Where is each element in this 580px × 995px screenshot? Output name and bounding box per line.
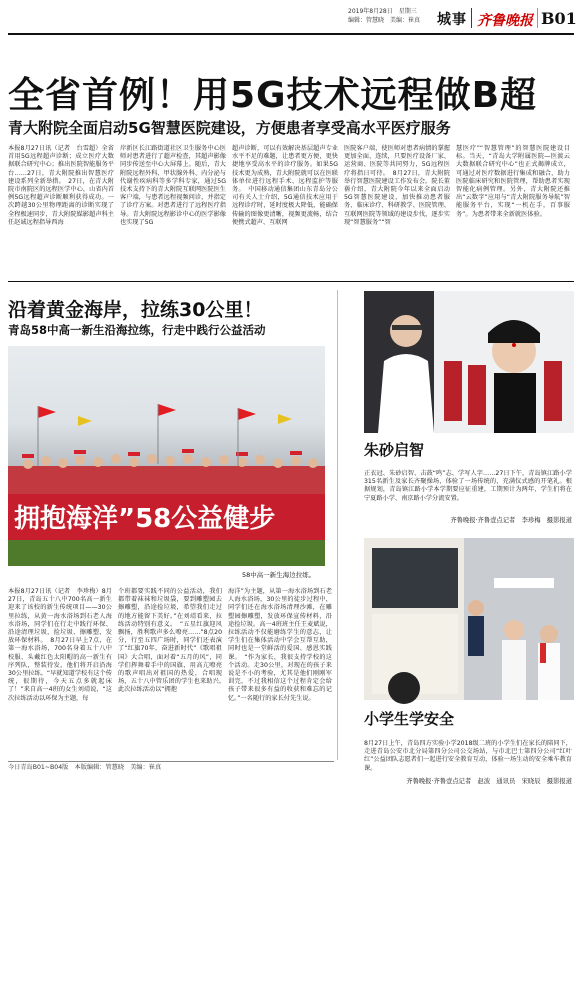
footer-rule	[8, 761, 334, 762]
safety-photo	[364, 538, 574, 700]
feature-headline: 沿着黄金海岸，拉练30公里！	[8, 299, 263, 321]
footer-line: 今日青岛B01~B04版 本版编辑：管慧晓 美编：崔真	[8, 764, 162, 771]
date-line: 2019年8月28日 星期三	[348, 8, 417, 15]
header-divider-2	[537, 8, 538, 28]
feature-subheadline: 青岛58中高一新生沿海拉练，行走中践行公益活动	[8, 323, 266, 337]
zhusha-text: 正衣冠、朱砂启智、击鼓“鸣”志、学写人字……27日下午，青岛镇江路小学315名新生及家长齐聚操场，体验了一场传统的，充满仪式感的开笔礼。根据规划，青岛镇江路小学本学期要应征重建，工期预计为两年，学生们将在宁夏路小学、南京路小学分流安置。	[364, 470, 572, 502]
feature-column-1: 本报8月27日讯（记者 李珍梅）8月27日，青岛五十八中700名高一新生迎来了该校的新生传统项目——30公里拉练，从黄一海水浴场到石老人海水浴场，同学们在行走中践行环保、沿途清理垃圾，捡垃圾、擦雕塑，发放环保材料。 8月27日早上7点，在第一海水浴场，700名身着五十八中校服、头戴红色太阳帽的高一新生有序列队，整装待发，他们将开启沿海30公里拉练。“早就知道学校有这个传统，很期待，今天五点多就起床了！”来自高一4班的女生刘靖说，“这次拉练活动以环保为主题，每	[8, 588, 112, 702]
zhusha-credit: 齐鲁晚报·齐鲁壹点记者 李珍梅 摄影报道	[450, 517, 572, 524]
editor-line: 编辑：管慧晓 美编：崔真	[348, 17, 421, 24]
feature-column-2: 个班都要实践不同的公益活动，我们都带着袜袜和垃圾袋，要到雕塑园去擦雕塑，沿途捡垃圾，希望我们走过的地方能留下美好。”在刘靖看来，拉练活动特别有意义。 “五星红旗迎风飘扬，胜利歌声多么嘹亮……”8点20分，行至五四广场时，同学们还表演了“红旗70年，奋进新时代”《歌唱祖国》大合唱，面对着“五月的风”，同学们挥舞着手中的国旗，用高亢嘹亮的歌声唱出对祖国的热爱，合唱现场，五十八中管乐团的学生也来助兴。 此次拉练活动以“拥抱	[118, 588, 229, 694]
header-rule	[8, 33, 574, 35]
section-title: 城事	[437, 12, 467, 28]
brand-logo: 齐鲁晚报	[477, 13, 533, 29]
banner-text: 拥抱海洋”58公益健步	[14, 504, 276, 534]
lead-bottom-rule	[8, 281, 574, 282]
lead-column-3: 超声诊断，可以有效解决基层超声专业水平不足的难题，让患者更方便，更快捷地享受高水平的诊疗服务。如果5G技术更为成熟，青大附院就可以在医联体单位进行远程手术、远程监护等服务。 中国移动通信集团山东青岛分公司有关人士介绍，5G通信技术应用于远程诊疗时，延时度极大降低，能确保传输的图像更清晰，视频更流畅，结合便携式超声、互联网	[232, 145, 338, 226]
safety-credit: 齐鲁晚报·齐鲁壹点记者 赵波 通讯员 宋晓辰 摄影报道	[406, 778, 572, 785]
zhusha-photo-drawing	[364, 291, 574, 433]
zhusha-photo	[364, 291, 574, 433]
lead-column-2: 岸新区长江路街道社区卫生服务中心医师对患者进行了超声检查，其超声影像同步传送至中心大屏幕上。随后，青大附院远程外科、甲状腺外科、内分泌与代谢性疾病科等多学科专家，通过5G技术支持下的青大附院互联网医院医生客户端，与患者远程视频问诊，并指定了诊疗方案。对患者进行了远程医疗指导。青大附院远程影诊中心的医学影像也实现了5G	[120, 145, 226, 226]
lead-column-4: 医院客户端，使医师对患者病情的掌握更加全面、连续，只要医疗设备厂家、运营商、医院等共同努力，5G远程医疗将指日可待。 8月27日，青大附院举行智慧医院建设工作发布会。院长董蒨介绍，青大附院今年以来全面启动5G智慧医院建设，加快推动患者服务、临床诊疗、科研教学、医院管理、互联网医院等领域的建设步伐，逐步实现“智慧服务”“智	[344, 145, 450, 226]
lead-column-1: 本报8月27日讯（记者 台雪超）全省首用5G远程超声诊断；成立医疗大数据联合研究中心；推出医院智能服务平台……27日，青大附院推出智慧医疗建设系列全新举措。 27日，在青大附院市南院区的远程医学中心，山省内首例5G远程超声诊断顺利获得成功。一次跨越30公里物理距离的诊断实现了全程极速同步，青大附院媒影超声科主任赵诚远程指导西海	[8, 145, 114, 226]
hike-photo-caption: 58中高一新生海边拉练。	[242, 571, 316, 579]
lead-headline: 全省首例！用5G技术远程做B超	[8, 75, 538, 116]
page-number: B01	[541, 9, 577, 28]
hike-photo	[8, 346, 325, 566]
lead-column-5: 慧医疗”“智慧管理”的智慧医院建设目标。当天，“青岛大学附属医院—医渡云大数据联合研究中心”也正式揭牌成立，可通过对医疗数据进行集成和融合，助力医院临床研究和医院管理，帮助患者实现智能化病例管理。另外，青大附院还推出“云数字”应用与“青大附院服务导航”智能服务平台，实现“一机在手，百事服务”。为患者带来全新就医体验。	[456, 145, 570, 218]
safety-photo-drawing	[364, 538, 574, 700]
safety-text: 8月27日上午，青岛四方实验小学2018级二班的小学生们在家长的陪同下，走进青岛公安市北分局第四分公司公交场站，与市北巴士第四分公司“红叶红”公益团队志愿者们一起进行安全教育互动，体验一场生动的安全乘车教育课。	[364, 740, 572, 772]
zhusha-headline: 朱砂启智	[364, 441, 425, 459]
safety-headline: 小学生学安全	[364, 710, 455, 728]
hike-photo-drawing	[8, 346, 325, 566]
feature-column-3: 海洋”为主题，从第一海水浴场到石老人海水浴场，30公里的徒步过程中，同学们还在海水浴场清理沙滩，在雕塑园擦雕塑，发放环保宣传材料，沿途捡垃圾。高一4班班主任王麦斌说，拉练活动不仅能磨练学生的意志，让学生们在集体活动中学会互帮互助，同时也是一堂鲜活的爱国、感恩实践课。 “作为家长，我很支持学校的这个活动。走30公里，对现在的孩子来说是不小的考验，尤其是他们刚刚军训完，不过我相信这个过程肯定会给孩子带来很多有益的收获和难忘的记忆。”一名随行的家长付先生说。	[228, 588, 332, 702]
lead-subheadline: 青大附院全面启动5G智慧医院建设，方便患者享受高水平医疗服务	[8, 119, 451, 137]
column-divider	[337, 290, 338, 760]
header-divider	[471, 8, 472, 28]
